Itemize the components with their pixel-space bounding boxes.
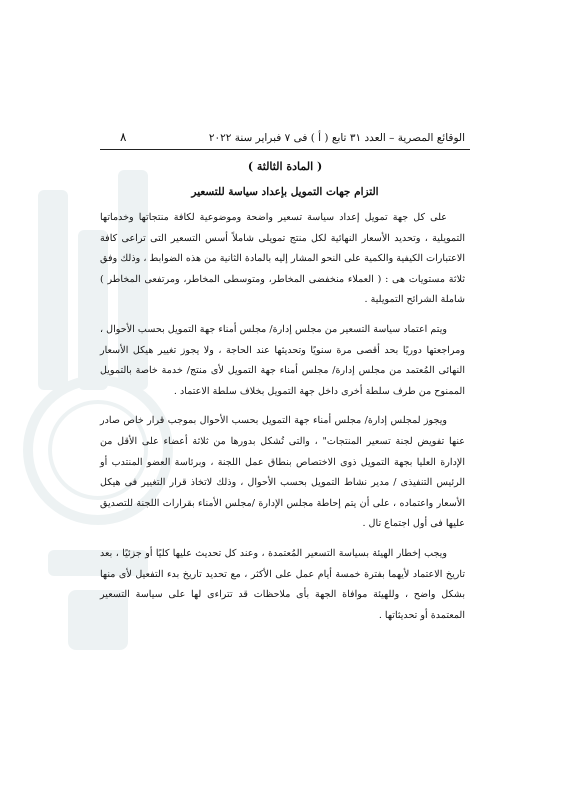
header-divider <box>100 149 470 150</box>
publication-line: الوقائع المصرية – العدد ٣١ تابع ( أ ) فى ٧ فبراير سنة ٢٠٢٢ <box>208 132 465 144</box>
paragraph-3: ويجوز لمجلس إدارة/ مجلس أمناء جهة التمويل بحسب الأحوال بموجب قرار خاص صادر عنها تفويض لجنة تسعير المنتجات" ، والتى تُشكل بدورها من ثلاثة أعضاء على الأقل من الإدارة العليا بجهة التمويل ذوى الاختصاص بنطاق عمل اللجنة ، وبرئاسة العضو المنتدب أو الرئيس التنفيذى / مدير نشاط التمويل بحسب الأحوال ، وذلك لاتخاذ قرار التغيير فى هيكل الأسعار واعتماده ، على أن يتم إحاطة مجلس الإدارة /مجلس الأمناء بقرارات اللجنة للتصديق عليها فى أول اجتماع تال . <box>100 415 465 530</box>
article-title: ( المادة الثالثة ) <box>247 160 323 173</box>
article-body <box>100 208 465 626</box>
page-header <box>120 130 465 144</box>
paragraph-4: ويجب إخطار الهيئة بسياسة التسعير المُعتمدة ، وعند كل تحديث عليها كليًا أو جزئيًا ، بعد تاريخ الاعتماد لأيهما بفترة خمسة أيام عمل على الأكثر ، مع تحديد تاريخ بدء التفعيل لأى منها بشكل واضح ، وللهيئة موافاة الجهة بأى ملاحظات قد تتراءى لها على سياسة التسعير المعتمدة أو تحديثاتها . <box>100 547 465 621</box>
article-subtitle: التزام جهات التمويل بإعداد سياسة للتسعير <box>191 186 379 198</box>
paragraph-1: على كل جهة تمويل إعداد سياسة تسعير واضحة وموضوعية لكافة منتجاتها وخدماتها التمويلية ، وتحديد الأسعار النهائية لكل منتج تمويلى شاملاً أسس التسعير التى تراعى كافة الاعتبارات الكيفية والكمية على النحو المشار إليه بالمادة الثانية من هذه الضوابط ، وذلك وفق ثلاثة مستويات هى : ( العملاء منخفضى المخاطر، ومتوسطى المخاطر، ومرتفعى المخاطر ) شاملة الشرائح التمويلية . <box>100 212 465 306</box>
paragraph-2: ويتم اعتماد سياسة التسعير من مجلس إدارة/ مجلس أمناء جهة التمويل بحسب الأحوال ، ومراجعتها دوريًا بحد أقصى مرة سنويًا وتحديثها عند الحاجة ، ولا يجوز تغيير هيكل الأسعار النهائى المُعتمد من مجلس إدارة/ مجلس أمناء جهة التمويل لأى منتج/ خدمة خاصة بالتمويل الممنوح من طرف سلطة أخرى داخل جهة التمويل بخلاف سلطة الاعتماد . <box>100 323 466 397</box>
page-number: ٨ <box>120 130 127 144</box>
